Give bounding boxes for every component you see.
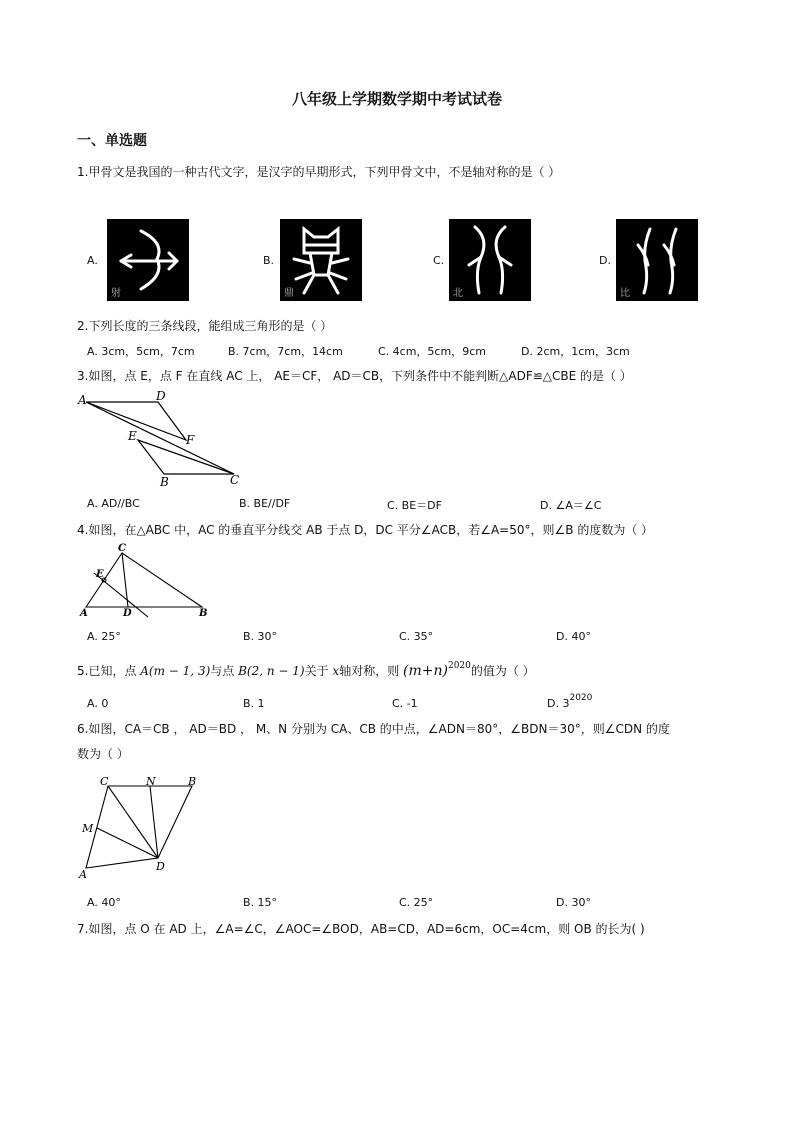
q6-option-b: B. 15° <box>243 896 278 909</box>
q4-label-b: B <box>199 608 208 619</box>
q6-label-m: M <box>82 822 94 835</box>
q2-option-b: B. 7cm，7cm，14cm <box>228 345 343 358</box>
q5-axis: x <box>332 664 340 678</box>
q6-figure <box>76 774 200 880</box>
q4-option-a: A. 25° <box>87 630 121 643</box>
q5-expression: (m+n) <box>403 663 448 679</box>
question-2-stem: 2.下列长度的三条线段，能组成三角形的是（ ） <box>77 319 333 333</box>
question-6-stem-line1: 6.如图，CA＝CB ， AD＝BD ， M、N 分别为 CA、CB 的中点，∠ADN＝80°，∠BDN＝30°，则∠CDN 的度 <box>77 722 670 736</box>
question-7-stem: 7.如图，点 O 在 AD 上，∠A=∠C，∠AOC=∠BOD，AB=CD，AD=6cm，OC=4cm，则 OB 的长为( ) <box>77 922 645 936</box>
q5-option-c: C. -1 <box>392 697 418 710</box>
q4-option-b: B. 30° <box>243 630 278 643</box>
q5-point-a: A(m − 1, 3) <box>140 664 211 678</box>
q3-label-f: F <box>186 433 195 447</box>
q4-label-a: A <box>80 608 88 619</box>
q5-stem-suffix: 的值为（ ） <box>470 664 535 678</box>
q2-option-d: D. 2cm，1cm，3cm <box>521 345 630 358</box>
q5-stem-mid2: 关于 <box>304 664 333 678</box>
q1-option-c-label: C. <box>433 254 445 267</box>
question-1-stem: 1.甲骨文是我国的一种古代文字，是汉字的早期形式，下列甲骨文中，不是轴对称的是（ ） <box>77 165 561 179</box>
question-3-stem: 3.如图，点 E，点 F 在直线 AC 上， AE＝CF， AD＝CB，下列条件中不能判断△ADF≌△CBE 的是（ ） <box>77 369 632 383</box>
q6-label-b: B <box>188 775 197 788</box>
q4-label-e: E <box>96 569 104 580</box>
q4-label-c: C <box>118 543 126 554</box>
q3-option-d: D. ∠A＝∠C <box>540 499 602 512</box>
q6-segment-cd <box>108 786 158 858</box>
q6-quadrilateral <box>86 786 192 868</box>
q3-label-e: E <box>128 429 137 443</box>
q3-label-d: D <box>156 389 166 403</box>
q3-label-a: A <box>78 393 87 407</box>
q4-figure <box>76 543 216 619</box>
q4-label-d: D <box>123 608 132 619</box>
q6-label-a: A <box>79 868 87 880</box>
q3-option-c: C. BE＝DF <box>387 499 442 512</box>
q6-option-d: D. 30° <box>556 896 591 909</box>
question-5-stem <box>77 662 535 679</box>
q5-option-d-base: D. 3 <box>547 697 570 710</box>
q6-label-n: N <box>146 775 156 788</box>
q6-option-a: A. 40° <box>87 896 121 909</box>
q5-stem-mid1: 与点 <box>210 664 239 678</box>
q3-label-b: B <box>160 475 169 489</box>
q4-option-c: C. 35° <box>399 630 434 643</box>
q4-option-d: D. 40° <box>556 630 591 643</box>
q5-exponent: 2020 <box>447 661 471 671</box>
q1-option-b-label: B. <box>263 254 275 267</box>
q5-stem-prefix: 5.已知，点 <box>77 664 141 678</box>
q3-option-a: A. AD//BC <box>87 497 140 510</box>
oracle-glyph-ding-image <box>280 219 362 301</box>
q5-option-a: A. 0 <box>87 697 109 710</box>
glyph-ding-caption: 鼎 <box>284 288 294 299</box>
glyph-bi-caption: 比 <box>620 288 630 299</box>
q6-label-c: C <box>100 775 109 788</box>
q3-option-b: B. BE//DF <box>239 497 291 510</box>
q6-segment-nd <box>150 786 158 858</box>
question-4-stem: 4.如图，在△ABC 中，AC 的垂直平分线交 AB 于点 D，DC 平分∠ACB，若∠A=50°，则∠B 的度数为（ ） <box>77 523 654 537</box>
q5-option-b: B. 1 <box>243 697 265 710</box>
glyph-bei-caption: 北 <box>453 288 463 299</box>
oracle-glyph-she-image <box>107 219 189 301</box>
oracle-glyph-bi-image <box>616 219 698 301</box>
q1-option-d-label: D. <box>599 254 611 267</box>
exam-title: 八年级上学期数学期中考试试卷 <box>291 90 502 108</box>
q6-segment-md <box>97 828 158 858</box>
q5-option-d <box>547 693 593 710</box>
q6-option-c: C. 25° <box>399 896 434 909</box>
q2-option-c: C. 4cm，5cm，9cm <box>378 345 486 358</box>
q6-label-d: D <box>156 860 165 873</box>
question-6-stem-line2: 数为（ ） <box>77 747 129 761</box>
oracle-glyph-bei-image <box>449 219 531 301</box>
q3-line-ac <box>86 402 234 474</box>
q2-option-a: A. 3cm，5cm，7cm <box>87 345 195 358</box>
glyph-she-caption: 射 <box>111 288 121 299</box>
q5-option-d-exponent: 2020 <box>569 693 593 703</box>
q3-figure <box>76 388 246 490</box>
q3-label-c: C <box>230 473 240 487</box>
section-heading: 一、单选题 <box>77 133 147 149</box>
q1-option-a-label: A. <box>87 254 98 267</box>
q5-point-b: B(2, n − 1) <box>238 664 305 678</box>
q5-stem-mid3: 轴对称，则 <box>339 664 404 678</box>
